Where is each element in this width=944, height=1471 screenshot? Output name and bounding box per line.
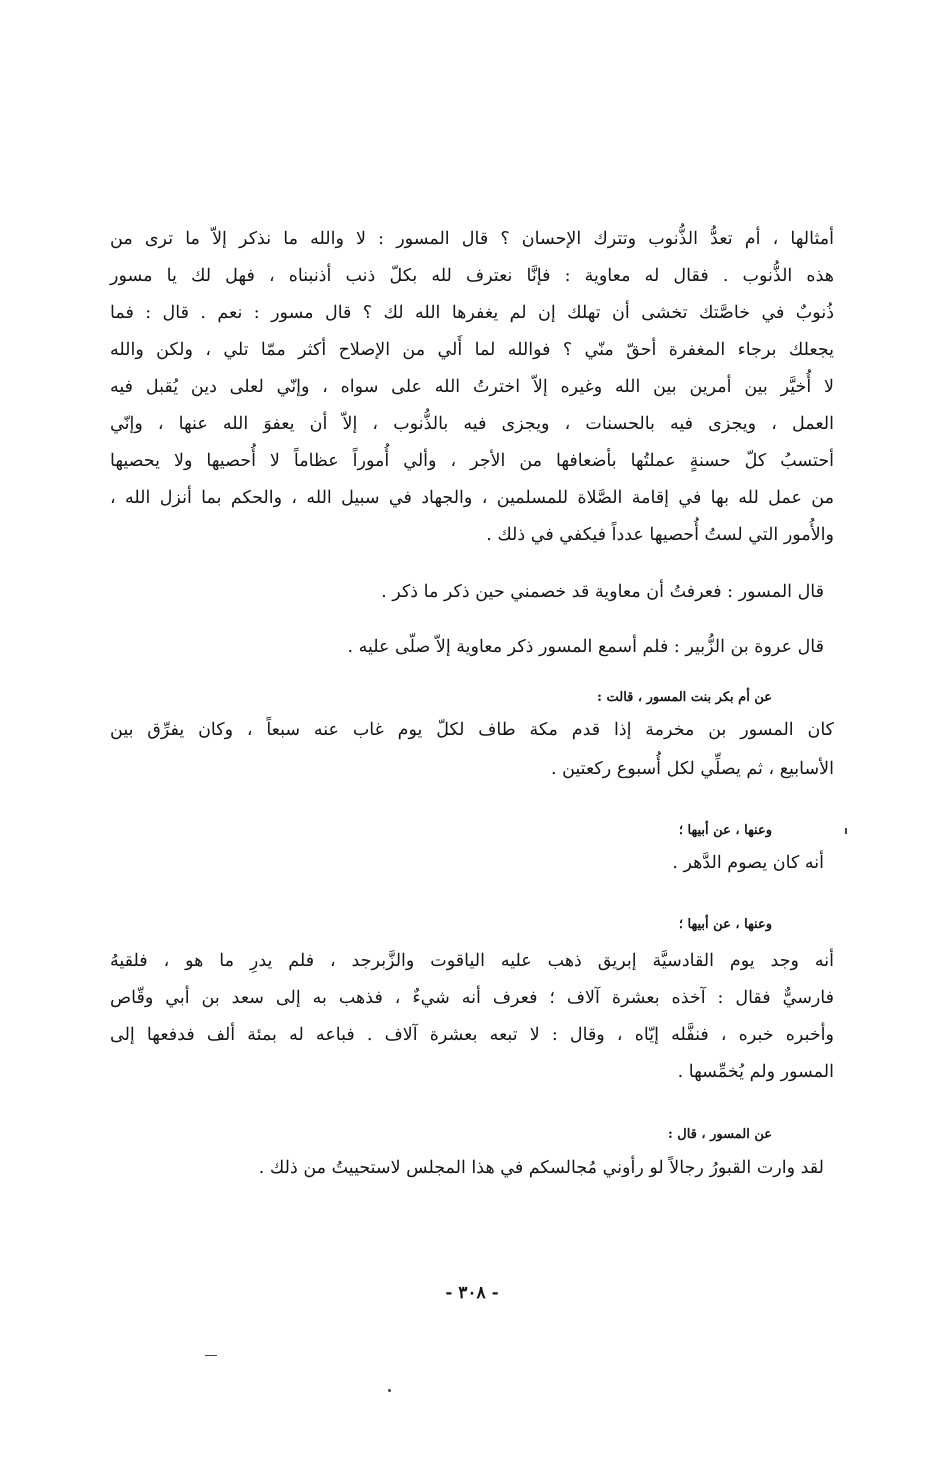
narration-intro: عن أم بكر بنت المسور ، قالت : bbox=[597, 690, 772, 705]
paragraph-almiswar-statement: قال المسور : فعرفتُ أن معاوية قد خصمني حين ذكر ما ذكر . bbox=[381, 582, 824, 602]
text-line: أنه وجد يوم القادسيَّة إبريق ذهب عليه الياقوت والزَّبرجد ، فلم يدرِ ما هو ، فلقيهُ bbox=[110, 951, 834, 971]
text-line: المسور ولم يُخمِّسها . bbox=[677, 1062, 834, 1082]
text-line: أمثالها ، أم تعدُّ الذُّنوب وتترك الإحسان ؟ قال المسور : لا والله ما نذكر إلاّ ما ترى من bbox=[110, 229, 834, 249]
text-line: أنه كان يصوم الدَّهر . bbox=[672, 853, 824, 873]
text-line: أحتسبُ كلّ حسنةٍ عملتُها بأضعافها من الأجر ، وألي أُموراً عظاماً لا أُحصيها ولا يحصيها bbox=[110, 451, 834, 471]
text-line: فارسيٌّ فقال : آخذه بعشرة آلاف ؛ فعرف أنه شيءٌ ، فذهب به إلى سعد بن أبي وقّاص bbox=[110, 988, 834, 1008]
page-number: - ٣٠٨ - bbox=[445, 1283, 499, 1303]
scan-speck bbox=[845, 828, 847, 834]
text-line: لا أُخيَّر بين أمرين بين الله وغيره إلاّ اخترتُ الله على سواه ، وإنّي لعلى دين يُقبل فيه bbox=[110, 377, 834, 397]
text-line: كان المسور بن مخرمة إذا قدم مكة طاف لكلّ يوم غاب عنه سبعاً ، وكان يفرِّق بين bbox=[110, 720, 834, 740]
narration-intro: عن المسور ، قال : bbox=[667, 1127, 772, 1142]
text-line: الأسابيع ، ثم يصلِّي لكل أُسبوع ركعتين . bbox=[550, 759, 834, 779]
text-line: من عمل لله بها في إقامة الصَّلاة للمسلمين ، والجهاد في سبيل الله ، والحكم بما أنزل الله ، bbox=[110, 488, 834, 508]
narration-intro: وعنها ، عن أبيها ؛ bbox=[678, 917, 772, 932]
paragraph-urwa-statement: قال عروة بن الزُّبير : فلم أسمع المسور ذكر معاوية إلاّ صلّى عليه . bbox=[347, 637, 824, 657]
scan-speck bbox=[388, 1389, 391, 1392]
scan-speck bbox=[205, 1355, 217, 1356]
text-line: وأخبره خبره ، فنفَّله إيّاه ، وقال : لا تبعه بعشرة آلاف . فباعه له بمئة ألف فدفعها إلى bbox=[110, 1025, 834, 1045]
text-line: ذُنوبٌ في خاصَّتك تخشى أن تهلك إن لم يغفرها الله لك ؟ قال مسور : نعم . قال : فما bbox=[110, 303, 834, 323]
text-line: والأُمور التي لستُ أُحصيها عدداً فيكفي في ذلك . bbox=[486, 525, 834, 545]
text-line: العمل ، ويجزى فيه بالحسنات ، ويجزى فيه بالذُّنوب ، إلاّ أن يعفوَ الله عنها ، وإنّي bbox=[110, 414, 834, 434]
text-line: يجعلك برجاء المغفرة أحقّ منّي ؟ فوالله لما أَلي من الإصلاح أكثر ممّا تلي ، ولكن والله bbox=[110, 340, 834, 360]
narration-intro: وعنها ، عن أبيها ؛ bbox=[678, 823, 772, 838]
text-line: هذه الذُّنوب . فقال له معاوية : فإنَّا نعترف لله بكلّ ذنب أذنبناه ، فهل لك يا مسور bbox=[110, 266, 834, 286]
text-line: لقد وارت القبورُ رجالاً لو رأوني مُجالسكم في هذا المجلس لاستحييتُ من ذلك . bbox=[258, 1158, 824, 1178]
